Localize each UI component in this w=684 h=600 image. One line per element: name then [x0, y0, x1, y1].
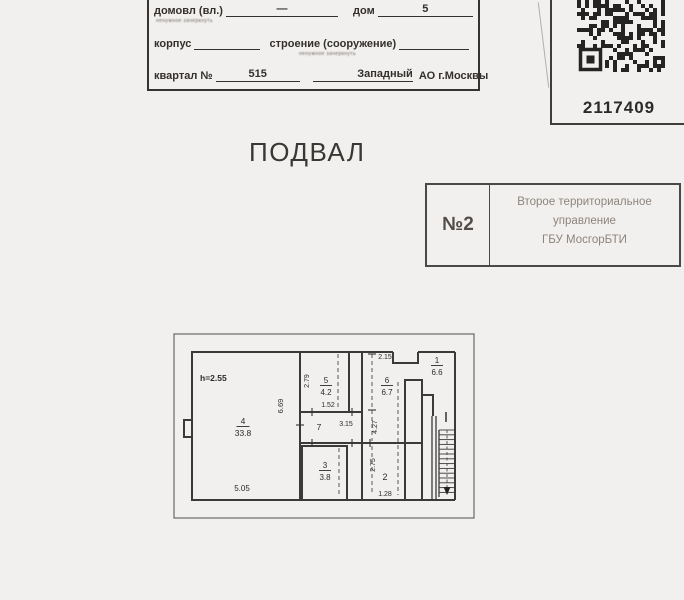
form-blank-domovl: [226, 3, 338, 17]
room-3-number: 3: [322, 461, 328, 470]
qr-box: [550, 0, 684, 125]
dim-6-69: 6.69: [276, 398, 285, 414]
ceiling-height-label: h=2.55: [200, 373, 227, 383]
stamp-org-line: Второе территориальное: [517, 196, 652, 208]
form-blank-dom: [378, 3, 473, 17]
page-title: ПОДВАЛ: [249, 137, 366, 167]
dim-5-05: 5.05: [234, 484, 250, 493]
form-blank-kvartal: [216, 68, 300, 82]
form-row-3: [149, 68, 489, 88]
room-6-area: 6.7: [381, 388, 393, 397]
room-5-area: 4.2: [320, 388, 332, 397]
dim-4-27: 4.27: [372, 420, 379, 434]
form-blank-stroenie: [399, 36, 469, 50]
form-label-domovl: домовл (вл.): [154, 5, 223, 17]
dim-1-28: 1.28: [378, 491, 392, 498]
floor-plan: [173, 333, 475, 519]
form-blank-okrug: [313, 68, 413, 82]
form-value-kvartal: 515: [248, 68, 267, 80]
form-value-city: АО г.Москвы: [418, 70, 489, 82]
stamp-org-line: ГБУ МосгорБТИ: [542, 234, 627, 246]
address-form-box: [147, 0, 489, 91]
stamp-org: [490, 185, 679, 265]
room-2-number: 2: [382, 472, 388, 482]
form-note-1: ненужное зачеркнуть: [156, 18, 213, 24]
form-value-dom: 5: [422, 3, 429, 15]
form-label-stroenie: строение (сооружение): [269, 38, 397, 50]
form-blank-korpus: [194, 36, 260, 50]
qr-number: 2117409: [582, 98, 656, 117]
plan-door-ticks: [296, 354, 376, 447]
room-5-number: 5: [323, 376, 329, 385]
room-7-number: 7: [316, 422, 322, 432]
form-value-domovl: —: [276, 3, 288, 15]
form-label-dom: дом: [353, 5, 375, 17]
room-4-number: 4: [240, 416, 246, 426]
room-6-number: 6: [384, 376, 390, 385]
stairs-arrow-icon: [444, 487, 451, 495]
dim-2-75: 2.75: [370, 458, 377, 472]
stairs-rungs: [439, 430, 455, 492]
plan-labels: [200, 354, 443, 498]
paper-crease: [538, 2, 549, 87]
dim-1-52: 1.52: [321, 402, 335, 409]
dim-3-15: 3.15: [339, 421, 353, 428]
qr-code-icon: [577, 0, 665, 72]
stairs-icon: [439, 412, 455, 497]
form-label-korpus: корпус: [154, 38, 192, 50]
room-4-area: 33.8: [234, 428, 252, 438]
form-label-kvartal: квартал №: [154, 70, 213, 82]
stamp-box: [425, 183, 681, 267]
floor-plan-drawing: [173, 333, 475, 519]
room-1-number: 1: [434, 356, 440, 365]
form-value-okrug: Западный: [357, 68, 413, 80]
room-3-area: 3.8: [319, 473, 331, 482]
room-1-area: 6.6: [431, 368, 443, 377]
plan-boundary: [174, 334, 474, 518]
stamp-org-line: управление: [553, 215, 616, 227]
dim-2-79: 2.79: [304, 374, 311, 388]
stamp-number: №2: [427, 185, 490, 265]
dim-2-15: 2.15: [378, 354, 392, 361]
form-note-2: ненужное зачеркнуть: [299, 51, 356, 57]
